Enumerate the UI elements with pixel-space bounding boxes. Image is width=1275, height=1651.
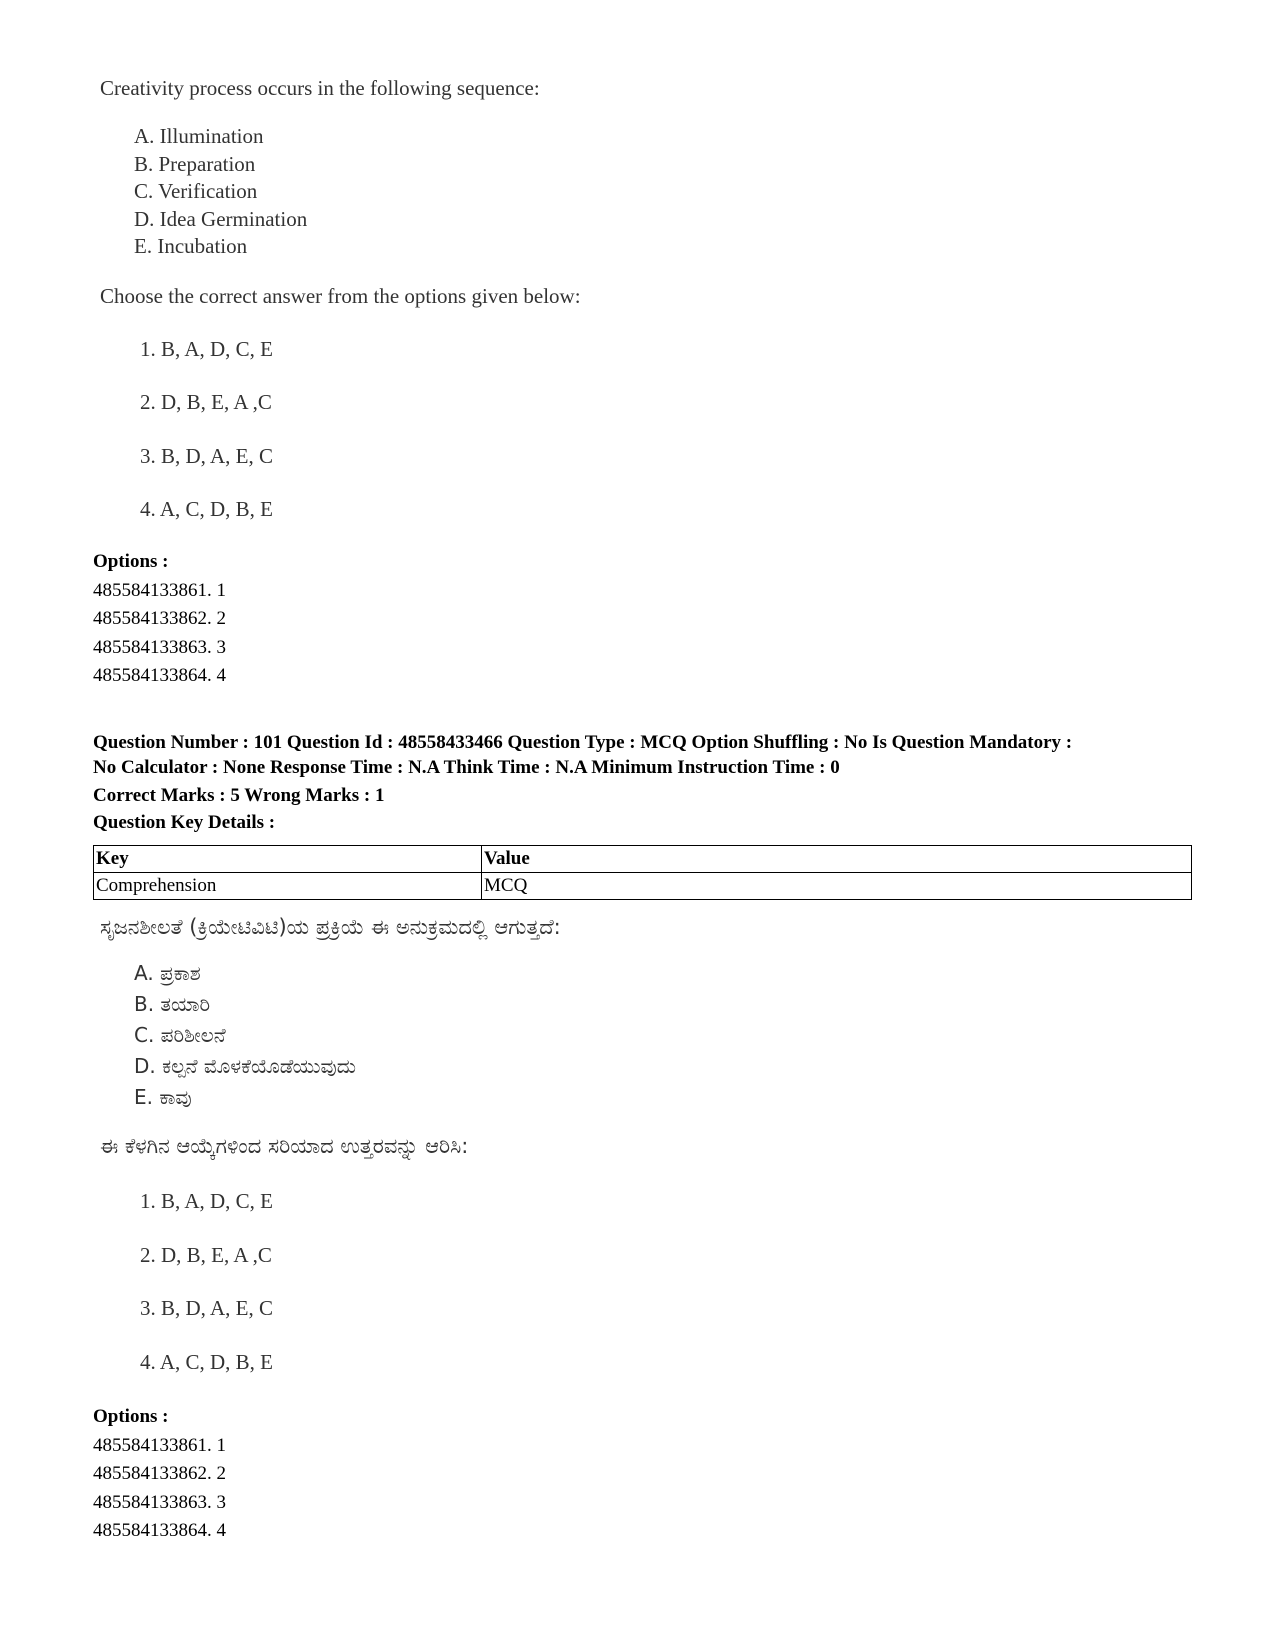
question-meta xyxy=(93,731,1193,835)
table-row xyxy=(94,873,1192,900)
sequence-items xyxy=(100,958,860,1113)
question-image-english xyxy=(100,73,860,537)
answer-choice: 4. A, C, D, B, E xyxy=(140,497,274,521)
question-stem: ಸೃಜನಶೀಲತೆ (ಕ್ರಿಯೇಟಿವಿಟಿ)ಯ ಪ್ರಕ್ರಿಯೆ ಈ ಅನುಕ್ರಮದಲ್ಲಿ ಆಗುತ್ತದೆ: xyxy=(100,915,561,939)
key-details-heading: Question Key Details : xyxy=(93,811,276,833)
answer-choice: 3. B, D, A, E, C xyxy=(140,443,274,468)
options-list xyxy=(93,548,226,691)
sequence-item: D. Idea Germination xyxy=(134,206,308,231)
question-meta-line: Question Number : 101 Question Id : 48558433466 Question Type : MCQ Option Shuffling : No Is Question Mandatory : xyxy=(93,732,1073,753)
answer-choices xyxy=(100,1175,860,1389)
sequence-item: B. Preparation xyxy=(134,151,256,176)
answer-choice: 1. B, A, D, C, E xyxy=(140,336,274,361)
table-cell-value: MCQ xyxy=(482,873,1192,900)
sequence-item: E. ಕಾವು xyxy=(134,1085,192,1109)
question-key-table xyxy=(93,845,1192,900)
option-item: 485584133864. 4 xyxy=(93,1520,226,1541)
sequence-item: A. Illumination xyxy=(134,124,264,148)
options-list xyxy=(93,1403,226,1546)
answer-choice: 2. D, B, E, A ,C xyxy=(140,1242,272,1267)
option-item: 485584133863. 3 xyxy=(93,636,226,658)
choose-instruction: Choose the correct answer from the options given below: xyxy=(100,283,581,308)
sequence-item: B. ತಯಾರಿ xyxy=(134,992,211,1016)
answer-choice: 1. B, A, D, C, E xyxy=(140,1189,274,1213)
sequence-item: C. ಪರಿಶೀಲನೆ xyxy=(134,1023,226,1047)
answer-choice: 2. D, B, E, A ,C xyxy=(140,390,272,414)
options-heading: Options : xyxy=(93,1406,169,1427)
sequence-item: D. ಕಲ್ಪನೆ ಮೊಳಕೆಯೊಡೆಯುವುದು xyxy=(134,1054,357,1078)
sequence-item: A. ಪ್ರಕಾಶ xyxy=(134,961,201,985)
sequence-item: C. Verification xyxy=(134,179,258,203)
sequence-items xyxy=(100,123,860,261)
answer-choices xyxy=(100,323,860,537)
answer-choice: 3. B, D, A, E, C xyxy=(140,1296,274,1320)
table-header-row xyxy=(94,846,1192,873)
choose-instruction: ಈ ಕೆಳಗಿನ ಆಯ್ಕೆಗಳಿಂದ ಸರಿಯಾದ ಉತ್ತರವನ್ನು ಆರಿಸಿ: xyxy=(100,1134,469,1158)
marks-line: Correct Marks : 5 Wrong Marks : 1 xyxy=(93,785,385,806)
table-cell-key: Comprehension xyxy=(94,873,482,900)
table-header-key: Key xyxy=(94,846,482,873)
sequence-item: E. Incubation xyxy=(134,234,248,258)
answer-choice: 4. A, C, D, B, E xyxy=(140,1349,274,1374)
options-heading: Options : xyxy=(93,551,169,572)
table-header-value: Value xyxy=(482,846,1192,873)
option-item: 485584133862. 2 xyxy=(93,608,226,629)
option-item: 485584133861. 1 xyxy=(93,579,226,601)
question-image-kannada xyxy=(100,912,860,1389)
option-item: 485584133864. 4 xyxy=(93,665,226,686)
option-item: 485584133863. 3 xyxy=(93,1491,226,1513)
option-item: 485584133862. 2 xyxy=(93,1463,226,1484)
option-item: 485584133861. 1 xyxy=(93,1434,226,1456)
question-meta-line: No Calculator : None Response Time : N.A Think Time : N.A Minimum Instruction Time : 0 xyxy=(93,756,840,778)
question-stem: Creativity process occurs in the following sequence: xyxy=(100,76,540,100)
